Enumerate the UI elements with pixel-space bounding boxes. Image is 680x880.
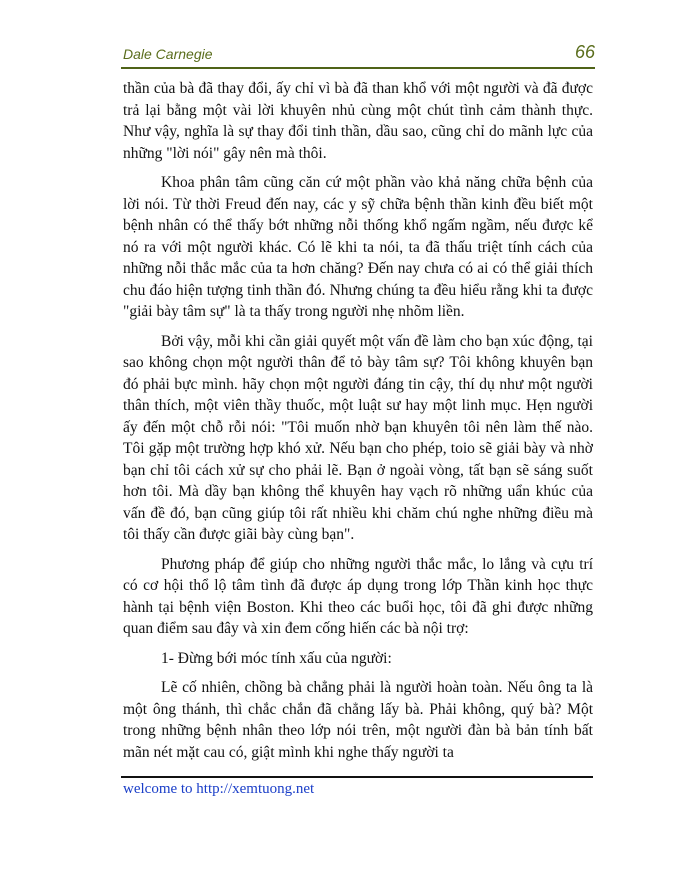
paragraph-3: Bởi vậy, mỗi khi cần giải quyết một vấn đề làm cho bạn xúc động, tại sao không chọn một người thân để tỏ bày tâm sự? Tôi không khuyên bạn đó phải bực mình. hãy chọn một người đáng tin cậy, thí dụ như một người thân thích, một viên thầy thuốc, một luật sư hay một linh mục. Hẹn người ấy đến một chỗ rỗi nói: "Tôi muốn nhờ bạn khuyên tôi nên làm thế nào. Tôi gặp một trường hợp khó xử. Nếu bạn cho phép, toio sẽ giải bày và nhờ bạn chỉ tôi cách xử sự cho phải lẽ. Bạn ở ngoài vòng, tất bạn sẽ sáng suốt hơn tôi. Mà dầy bạn không thể khuyên hay vạch rõ những uẩn khúc của vấn đề đó, bạn cũng giúp tôi rất nhiều khi chăm chú nghe những điều mà tôi thấy cần được giãi bày cùng bạn". <box>123 332 593 543</box>
paragraph-2: Khoa phân tâm cũng căn cứ một phần vào khả năng chữa bệnh của lời nói. Từ thời Freud đến nay, các y sỹ chữa bệnh thần kinh đều biết một bệnh nhân có thể thấy bớt những nỗi thống khổ ngấm ngầm, nếu được kể nó ra với một người khác. Có lẽ khi ta nói, ta đã thấu triệt tính cách của những nỗi thắc mắc của ta hơn chăng? Đến nay chưa có ai có thể giải thích chu đáo hiện tượng tinh thần đó. Nhưng chúng ta đều hiểu rằng khi ta được "giải bày tâm sự" là ta thấy trong người nhẹ nhõm liền. <box>123 174 593 320</box>
header-page-number: 66 <box>574 42 595 62</box>
header-author: Dale Carnegie <box>123 46 213 62</box>
body-text <box>123 78 593 771</box>
paragraph-6: Lẽ cố nhiên, chồng bà chẳng phải là người hoàn toàn. Nếu ông ta là một ông thánh, thì chắc chắn đã chẳng lấy bà. Phải không, quý bà? Một trong những bệnh nhân theo lớp nói trên, một người đàn bà bản tính bất mãn nét mặt cau có, giật mình khi nghe thấy người ta <box>123 679 593 761</box>
paragraph-4: Phương pháp để giúp cho những người thắc mắc, lo lắng và cựu trí có cơ hội thổ lộ tâm tình đã được áp dụng trong lớp Thần kinh học thực hành tại bệnh viện Boston. Khi theo các buổi học, tôi đã ghi được những quan điểm sau đây và xin đem cống hiến các bà nội trợ: <box>123 555 593 637</box>
paragraph-5: 1- Đừng bới móc tính xấu của người: <box>161 649 392 667</box>
footer-rule <box>121 776 593 778</box>
footer-link[interactable]: welcome to http://xemtuong.net <box>123 781 315 797</box>
page-header <box>121 40 595 66</box>
header-rule <box>121 67 595 69</box>
paragraph-1: thần của bà đã thay đổi, ấy chỉ vì bà đã than khổ với một người và đã được trả lại bằng một vài lời khuyên nhủ cùng một chút tình cảm thành thực. Như vậy, nghĩa là sự thay đổi tinh thần, dầu sao, cũng chỉ do mãnh lực của những "lời nói" gây nên mà thôi. <box>123 80 593 162</box>
